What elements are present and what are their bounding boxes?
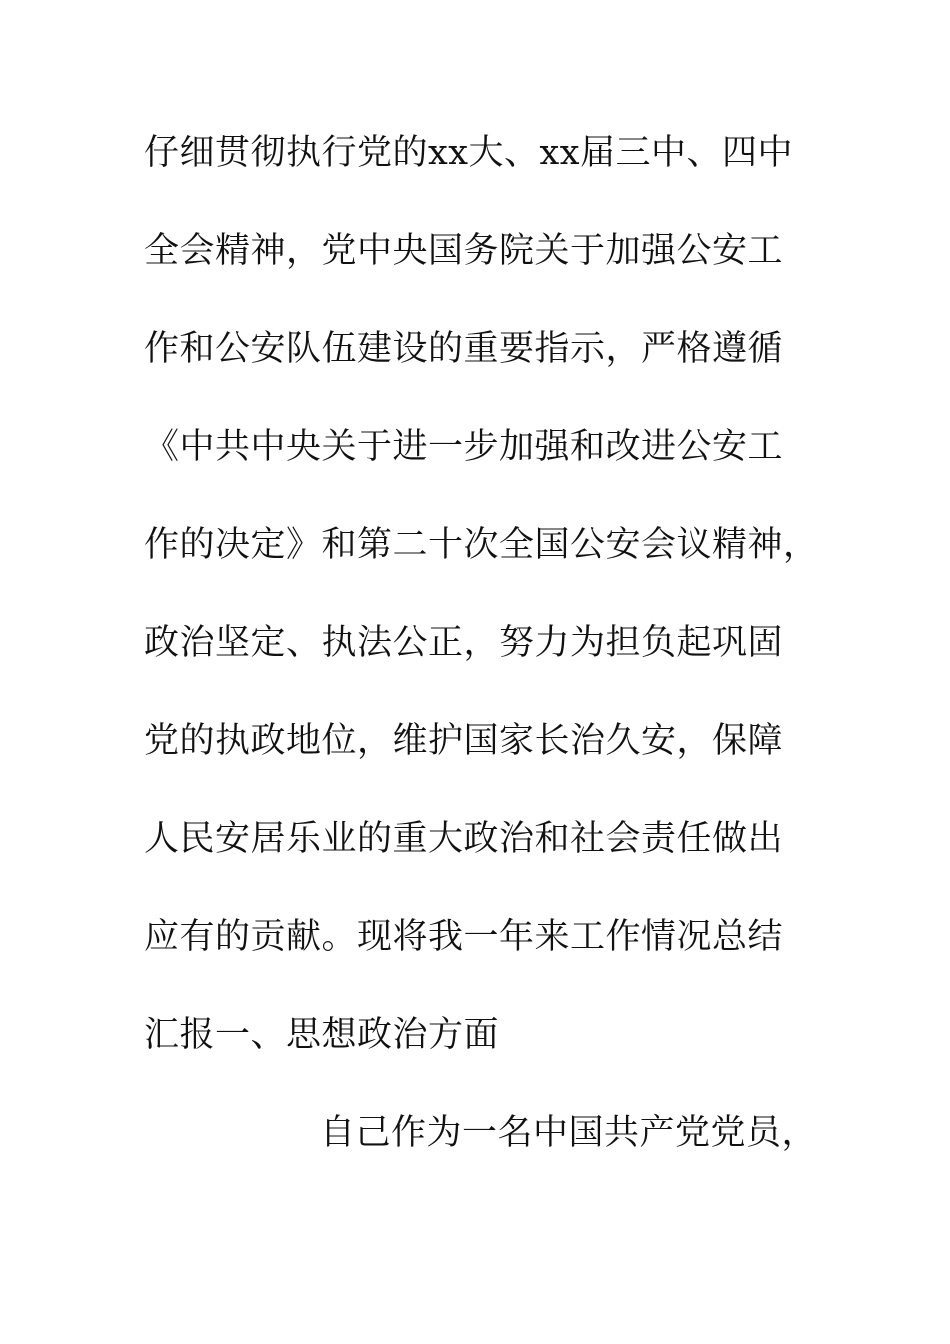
text-line: 全会精神，党中央国务院关于加强公安工 bbox=[144, 231, 784, 271]
text-line: 作和公安队伍建设的重要指示，严格遵循 bbox=[144, 329, 784, 369]
text-line: 政治坚定、执法公正，努力为担负起巩固 bbox=[144, 623, 784, 663]
section-heading-line: 汇报一、思想政治方面 bbox=[144, 1015, 500, 1055]
text-line: 党的执政地位，维护国家长治久安，保障 bbox=[144, 721, 784, 761]
paragraph-start-line: 自己作为一名中国共产党党员， bbox=[320, 1113, 818, 1153]
text-line: 应有的贡献。现将我一年来工作情况总结 bbox=[144, 917, 784, 957]
text-line: 人民安居乐业的重大政治和社会责任做出 bbox=[144, 819, 784, 859]
text-line: 作的决定》和第二十次全国公安会议精神， bbox=[144, 525, 819, 565]
text-line: 《中共中央关于进一步加强和改进公安工 bbox=[144, 427, 784, 467]
text-line: 仔细贯彻执行党的xx大、xx届三中、四中 bbox=[144, 133, 793, 173]
body-text bbox=[144, 125, 819, 1203]
